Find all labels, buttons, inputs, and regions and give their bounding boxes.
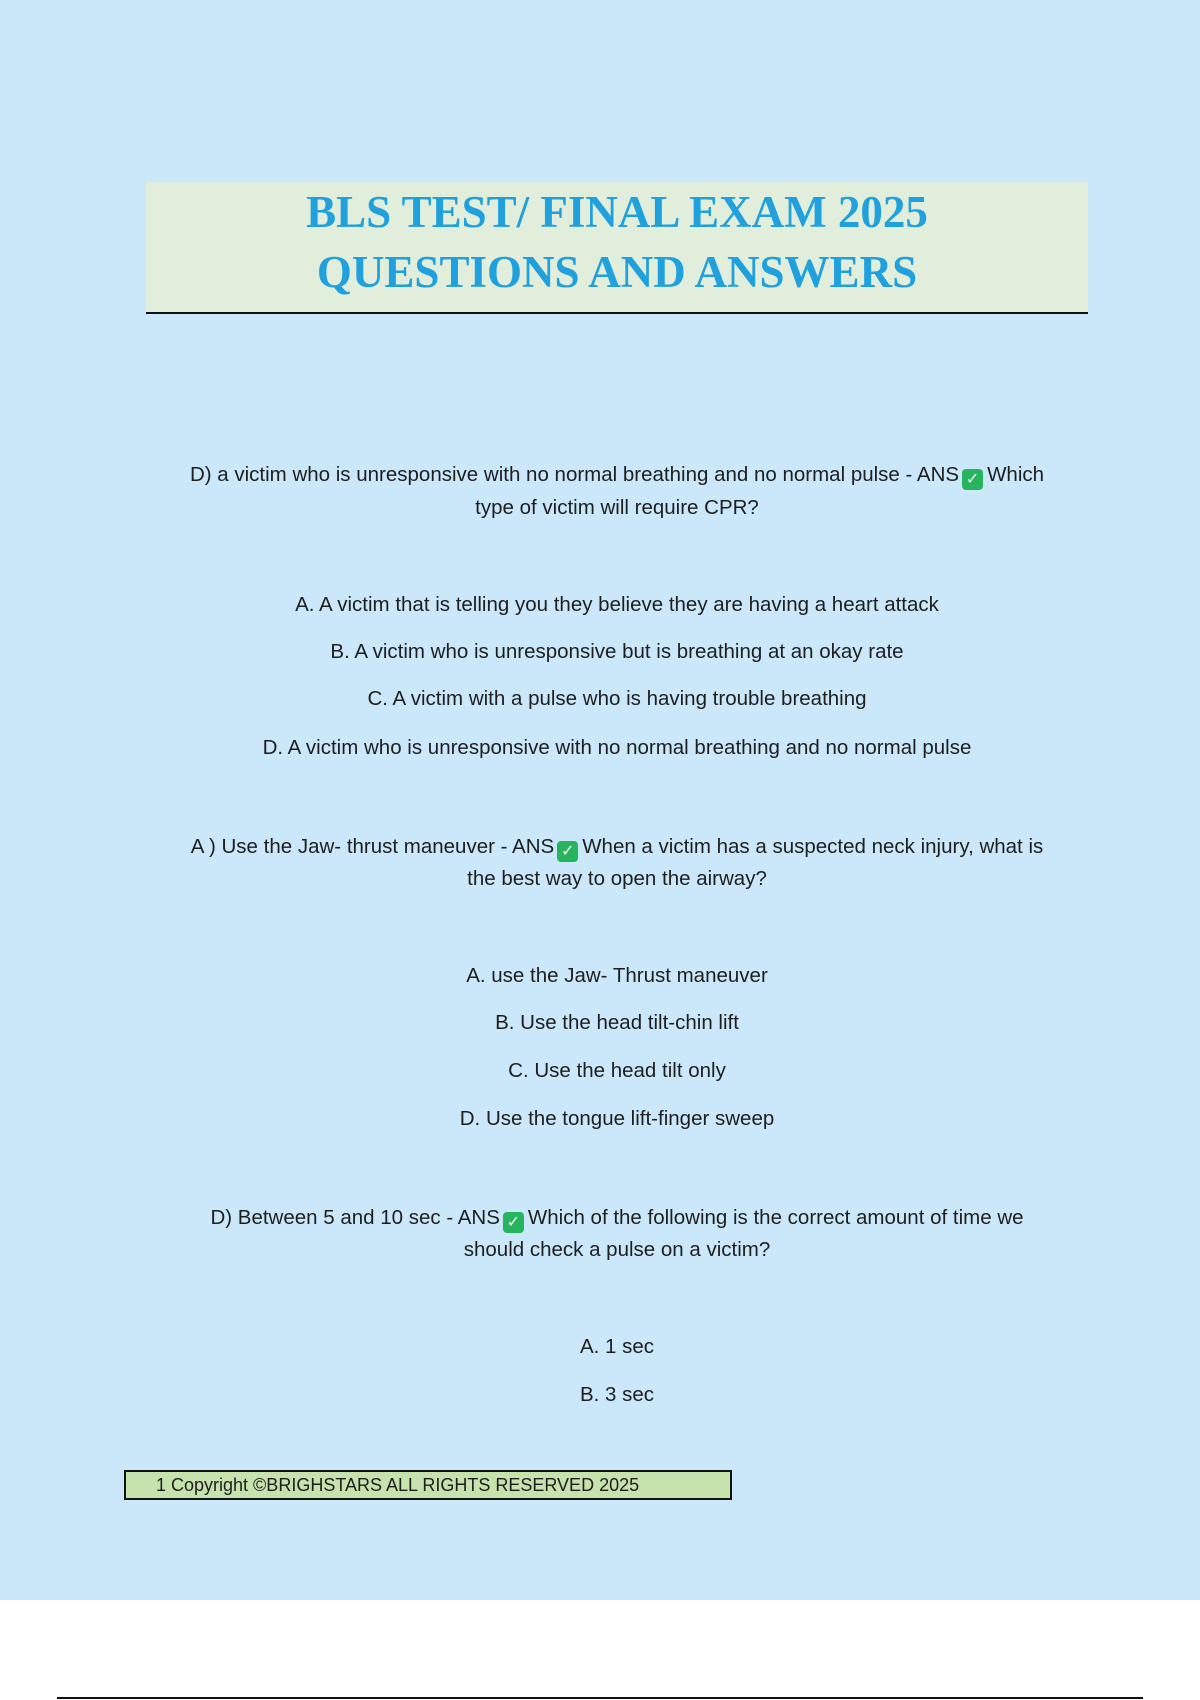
question-2-option-c: C. Use the head tilt only <box>508 1059 726 1082</box>
question-3-option-b: B. 3 sec <box>579 1383 655 1406</box>
question-2-answer: A ) Use the Jaw- thrust maneuver - ANS <box>190 835 555 858</box>
question-1-line-1 <box>0 462 1200 490</box>
check-icon: ✓ <box>503 1212 524 1233</box>
title-line-1: BLS TEST/ FINAL EXAM 2025 <box>306 187 928 237</box>
question-2-option-b: B. Use the head tilt-chin lift <box>495 1011 739 1034</box>
check-icon: ✓ <box>557 841 578 862</box>
question-1-answer: D) a victim who is unresponsive with no normal breathing and no normal pulse - ANS <box>189 463 960 486</box>
copyright-footer: 1 Copyright ©BRIGHSTARS ALL RIGHTS RESERVED 2025 <box>124 1470 732 1500</box>
question-1-option-a: A. A victim that is telling you they believe they are having a heart attack <box>295 593 939 616</box>
question-2-text-part1: When a victim has a suspected neck injury, what is <box>582 835 1044 858</box>
check-icon: ✓ <box>962 469 983 490</box>
question-2-option-d: D. Use the tongue lift-finger sweep <box>459 1107 775 1130</box>
question-1-text-part2: type of victim will require CPR? <box>475 496 759 519</box>
title-banner <box>146 182 1088 314</box>
question-2-line-1 <box>0 834 1200 862</box>
question-2-option-a: A. use the Jaw- Thrust maneuver <box>466 964 768 987</box>
question-3-text-part2: should check a pulse on a victim? <box>463 1238 771 1261</box>
question-2-text-part2: the best way to open the airway? <box>467 867 767 890</box>
question-3-line-1 <box>0 1205 1200 1233</box>
question-1-option-d: D. A victim who is unresponsive with no normal breathing and no normal pulse <box>262 736 972 759</box>
title-line-2: QUESTIONS AND ANSWERS <box>316 247 918 297</box>
question-1-option-c: C. A victim with a pulse who is having trouble breathing <box>367 687 867 710</box>
question-1-option-b: B. A victim who is unresponsive but is breathing at an okay rate <box>330 640 904 663</box>
question-3-answer: D) Between 5 and 10 sec - ANS <box>210 1206 500 1229</box>
question-1-text-part1: Which <box>987 463 1045 486</box>
bottom-divider <box>57 1697 1143 1699</box>
question-3-option-a: A. 1 sec <box>579 1335 655 1358</box>
question-3-text-part1: Which of the following is the correct amount of time we <box>527 1206 1024 1229</box>
